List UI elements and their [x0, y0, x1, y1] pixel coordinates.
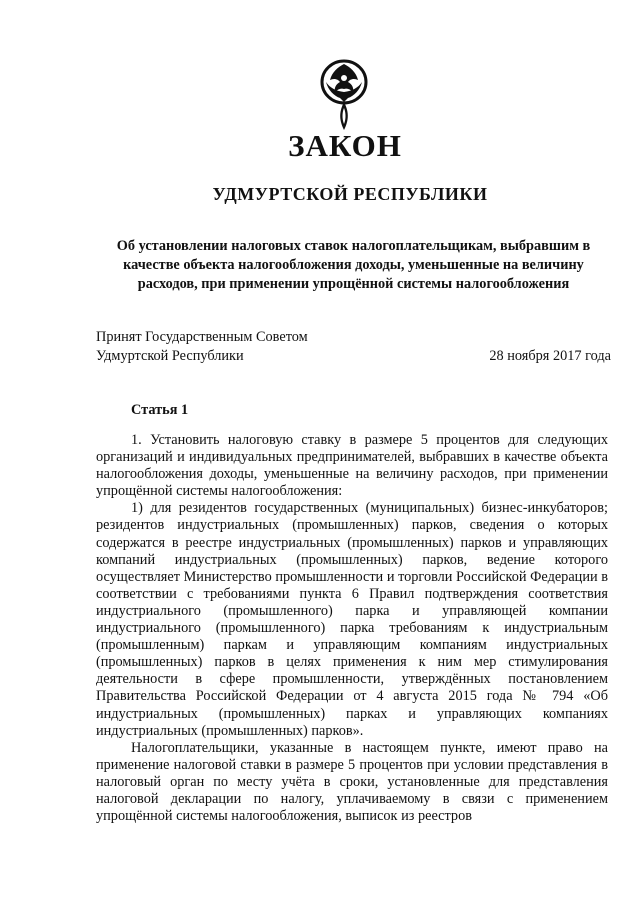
- article-paragraph: 1. Установить налоговую ставку в размере 5 процентов для следующих организаций и индивидуальных предпринимателей, выбравших в качестве объекта налогообложения доходы, уменьшенные на величину расходов, при применении упрощённой системы налогообложения:: [96, 432, 608, 500]
- article-paragraph: 1) для резидентов государственных (муниципальных) бизнес-инкубаторов; резидентов индустриальных (промышленных) парков, сведения о которых содержатся в реестре индустриальных (промышленных) парков и управляющих компаний индустриальных (промышленных) парков, ведение которого осуществляет Министерство промышленности и торговли Российской Федерации в соответствии с требованиями пункта 6 Правил подтверждения соответствия индустриального (промышленного) парка и управляющей компании индустриального (промышленного) парка требованиям к индустриальным (промышленным) паркам и управляющим компаниям индустриальных (промышленных) парков в целях применения к ним мер стимулирования деятельности в сфере промышленности, утверждённых постановлением Правительства Российской Федерации от 4 августа 2015 года № 794 «Об индустриальных (промышленных) парках и управляющих компаниях индустриальных (промышленных) парков».: [96, 500, 608, 739]
- adoption-line-2: Удмуртской Республики: [96, 348, 244, 364]
- adoption-block: [96, 328, 611, 366]
- article-heading: Статья 1: [131, 402, 189, 418]
- article-body: [96, 432, 608, 825]
- document-title: ЗАКОН: [288, 128, 402, 163]
- adoption-line-1: Принят Государственным Советом: [96, 329, 308, 345]
- adoption-date: 28 ноября 2017 года: [489, 348, 611, 364]
- udmurtia-coat-of-arms-icon: [318, 58, 370, 134]
- law-name: Об установлении налоговых ставок налогоплательщикам, выбравшим в качестве объекта налогообложения доходы, уменьшенные на величину расходов, при применении упрощённой системы налогообложения: [116, 238, 591, 292]
- document-subtitle: УДМУРТСКОЙ РЕСПУБЛИКИ: [212, 184, 488, 204]
- article-paragraph: Налогоплательщики, указанные в настоящем пункте, имеют право на применение налоговой ставки в размере 5 процентов при условии представления в налоговый орган по месту учёта в сроки, установленные для представления налоговой декларации по налогу, уплачиваемому в связи с применением упрощённой системы налогообложения, выписок из реестров: [96, 739, 608, 825]
